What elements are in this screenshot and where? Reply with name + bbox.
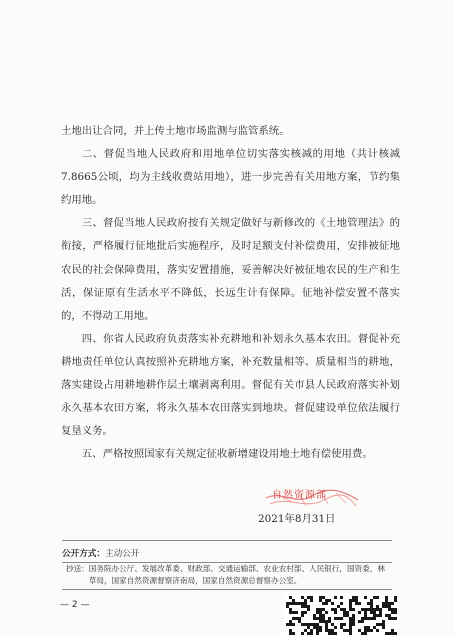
cc-recipients: 国务院办公厅、发展改革委、财政部、交通运输部、农业农村部、人民银行，国资委，林草局，国家自然资源督察济南局，国家自然资源总督察办公室。 xyxy=(88,564,385,585)
paragraph-4: 四、你省人民政府负责落实补充耕地和补划永久基本农田。督促补充耕地责任单位认真按照补充耕地方案，补充数量相等、质量相当的耕地，落实建设占用耕地耕作层土壤剥离利用。督促有关市县人民政府落实补划永久基本农田方案，将永久基本农田落实到地块。督促建设单位依法履行复垦义务。 xyxy=(61,332,400,438)
document-footer xyxy=(62,540,392,590)
footer-divider xyxy=(62,540,392,541)
barcode-icon xyxy=(284,594,398,635)
paragraph-2: 二、督促当地人民政府和用地单位切实落实核减的用地（共计核减7.8665公顷，均为主线收费站用地），进一步完善有关用地方案，节约集约用地。 xyxy=(61,148,400,207)
cc-line xyxy=(62,563,392,587)
disclosure-label: 公开方式： xyxy=(62,549,105,559)
seal-text: 自然资源部 xyxy=(272,490,327,501)
paragraph-3: 三、督促当地人民政府按有关规定做好与新修改的《土地管理法》的衔接，严格履行征地批后实施程序，及时足额支付补偿费用，安排被征地农民的社会保障费用，落实安置措施，妥善解决好被征地农民的生产和生活，保证原有生活水平不降低，长远生计有保障。征地补偿安置不落实的，不得动工用地。 xyxy=(61,217,400,322)
document-body xyxy=(61,120,400,466)
disclosure-value: 主动公开 xyxy=(104,549,140,559)
document-date: 2021年8月31日 xyxy=(258,513,336,525)
page-number: — 2 — xyxy=(60,600,90,610)
disclosure-line xyxy=(62,547,392,559)
paragraph-5: 五、严格按照国家有关规定征收新增建设用地土地有偿使用费。 xyxy=(81,448,373,461)
paragraph-1: 土地出让合同，并上传土地市场监测与监管系统。 xyxy=(61,125,290,137)
cc-label: 抄送： xyxy=(66,564,89,573)
footer-divider-3 xyxy=(62,589,392,590)
